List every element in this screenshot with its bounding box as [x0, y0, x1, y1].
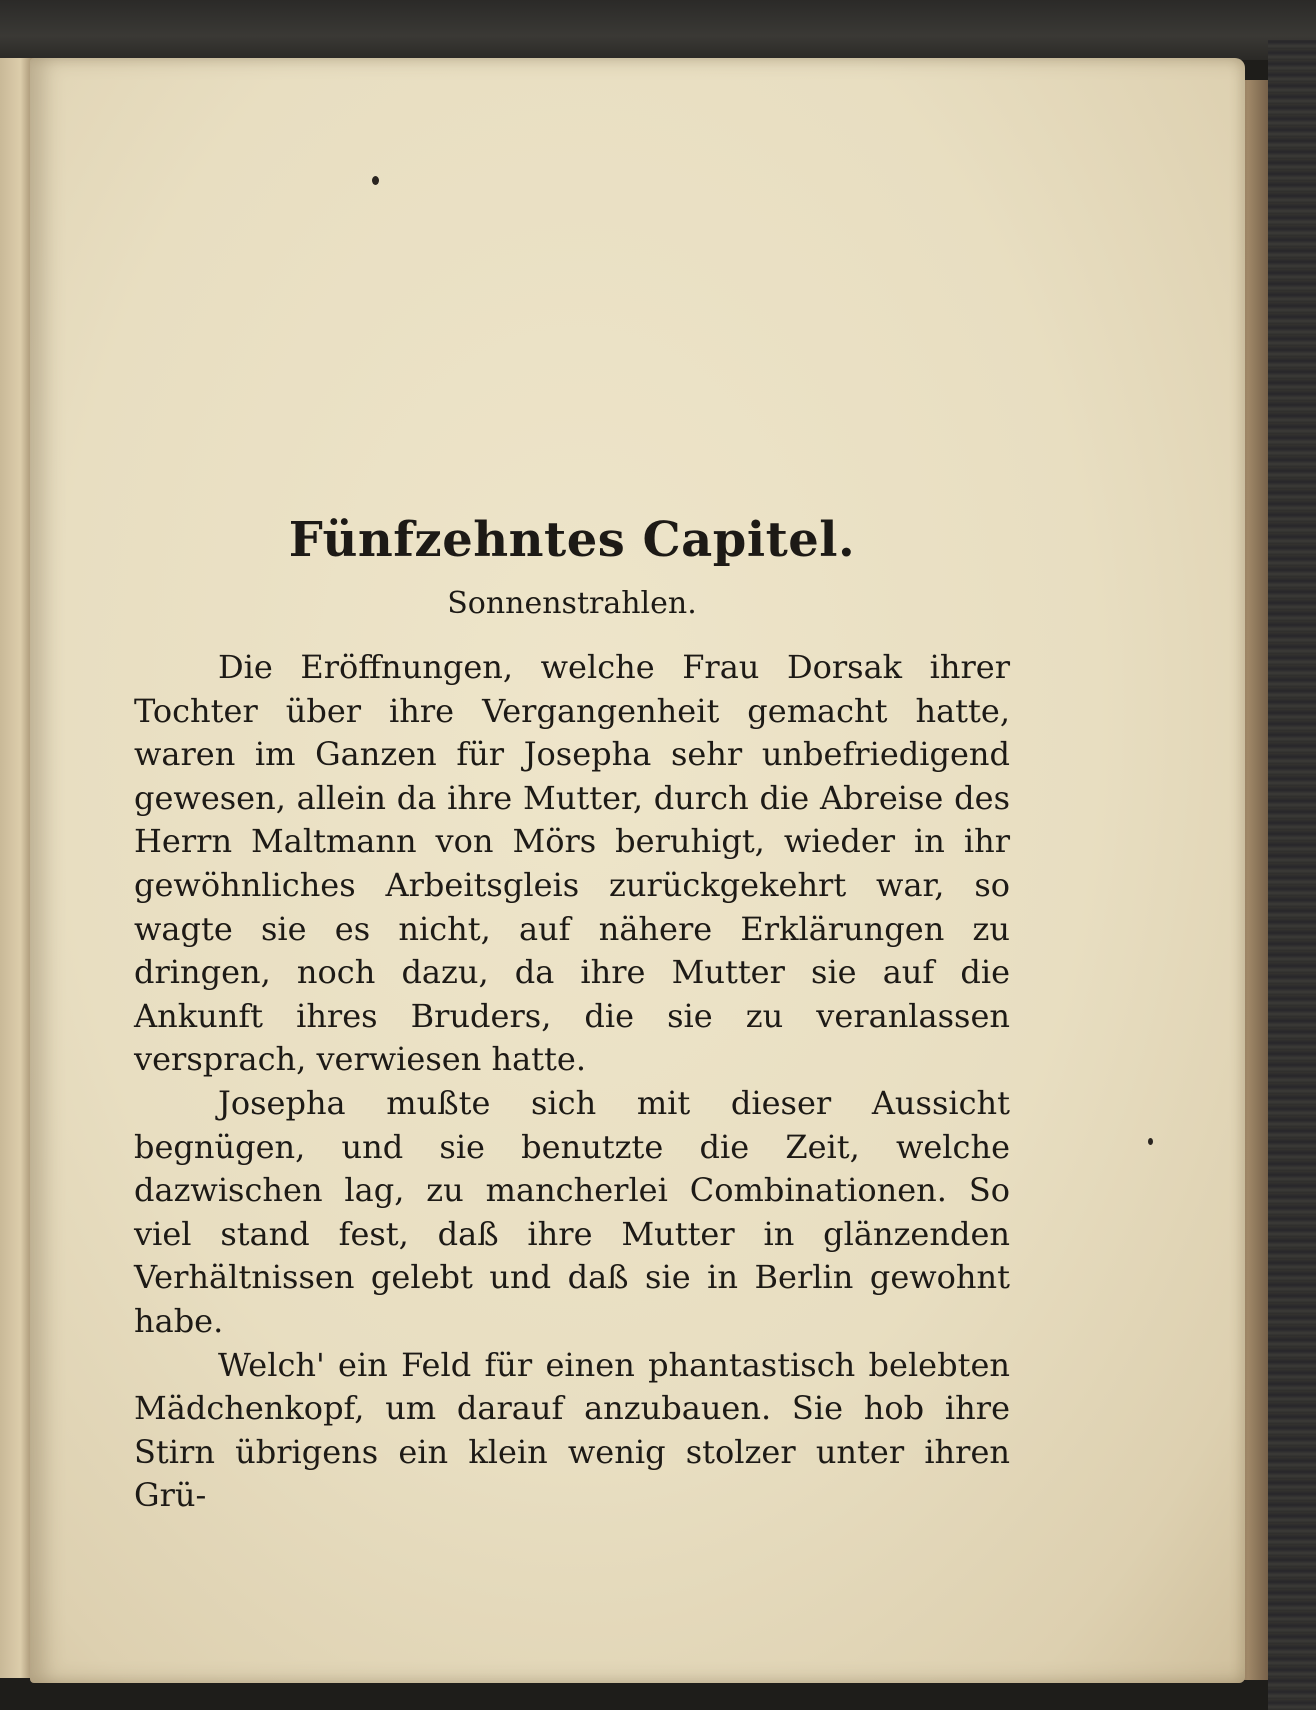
ink-speck [372, 176, 379, 185]
page-text [134, 510, 1010, 1518]
book-cover-top-edge [0, 0, 1316, 60]
book-cover-right-edge [1268, 40, 1316, 1710]
chapter-title: Fünfzehntes Capitel. [288, 512, 856, 568]
paragraph: Welch' ein Feld für einen phantastisch belebten Mädchenkopf, um darauf anzubauen. Sie hob ihre Stirn übrigens ein klein wenig stolzer unter ihren Grü- [134, 1345, 1010, 1515]
paragraph: Die Eröffnungen, welche Frau Dorsak ihrer Tochter über ihre Vergangenheit gemacht hatte, waren im Ganzen für Josepha sehr unbefriedigend gewesen, allein da ihre Mutter, durch die Abreise des Herrn Maltmann von Mörs beruhigt, wieder in ihr gewöhnliches Arbeitsgleis zurückgekehrt war, so wagte sie es nicht, auf nähere Erklärungen zu dringen, noch dazu, da ihre Mutter sie auf die Ankunft ihres Bruders, die sie zu veranlassen versprach, verwiesen hatte. [134, 648, 1010, 1079]
facing-page-edge [0, 58, 34, 1678]
chapter-subtitle: Sonnenstrahlen. [447, 586, 697, 621]
ink-speck [1148, 1138, 1153, 1145]
paragraph: Josepha mußte sich mit dieser Aussicht begnügen, und sie benutzte die Zeit, welche dazwischen lag, zu mancherlei Combinationen. So viel stand fest, daß ihre Mutter in glänzenden Verhältnissen gelebt und daß sie in Berlin gewohnt habe. [134, 1083, 1010, 1340]
